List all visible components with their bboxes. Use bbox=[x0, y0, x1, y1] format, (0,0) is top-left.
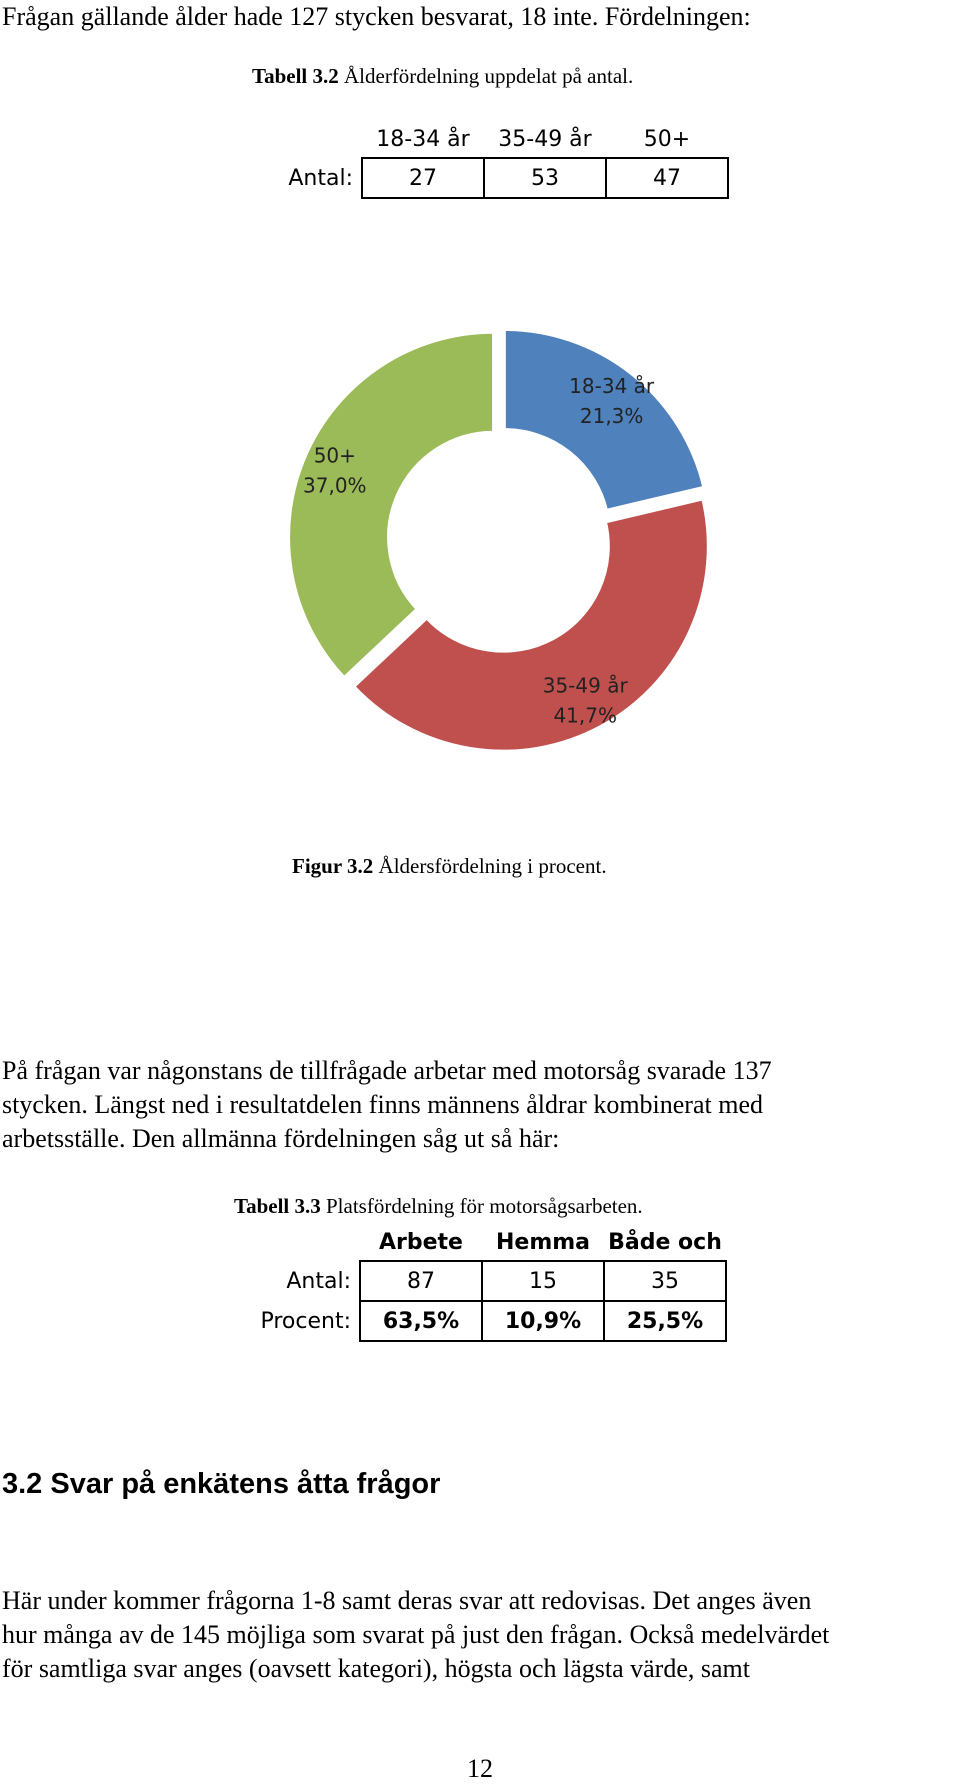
slice-category-label: 35-49 år bbox=[542, 673, 628, 698]
paragraph-line: för samtliga svar anges (oavsett kategori), högsta och lägsta värde, samt bbox=[2, 1654, 750, 1683]
caption-label: Tabell 3. bbox=[234, 1194, 311, 1218]
table-cell: 63,5% bbox=[360, 1301, 482, 1341]
table-cell: 15 bbox=[482, 1261, 604, 1301]
caption-label: Tabell 3. bbox=[252, 64, 329, 88]
caption-label: Figur 3. bbox=[292, 854, 363, 878]
workplace-table bbox=[240, 1224, 727, 1342]
table-cell: 25,5% bbox=[604, 1301, 726, 1341]
section-heading: 3.2 Svar på enkätens åtta frågor bbox=[2, 1468, 441, 1500]
table-cell: 10,9% bbox=[482, 1301, 604, 1341]
intro-text: Frågan gällande ålder hade 127 stycken besvarat, 18 inte. Fördelningen: bbox=[2, 2, 751, 31]
slice-percent-label: 37,0% bbox=[303, 473, 367, 498]
table-cell: 53 bbox=[484, 158, 606, 198]
table-cell: 87 bbox=[360, 1261, 482, 1301]
table-header: 18-34 år bbox=[376, 126, 470, 152]
row-label: Procent: bbox=[260, 1308, 351, 1334]
slice-percent-label: 41,7% bbox=[553, 703, 617, 728]
slice-category-label: 18-34 år bbox=[569, 373, 655, 398]
paragraph-line: arbetsställe. Den allmänna fördelningen såg ut så här: bbox=[2, 1124, 560, 1153]
table-header: Både och bbox=[608, 1229, 722, 1255]
slice-percent-label: 21,3% bbox=[579, 403, 644, 428]
table-3-3-caption bbox=[234, 1194, 643, 1219]
donut-slice-3 bbox=[289, 332, 494, 677]
table-3-2-caption bbox=[252, 64, 633, 89]
donut-slice-2 bbox=[354, 499, 708, 751]
table-cell: 35 bbox=[604, 1261, 726, 1301]
caption-number: 2 bbox=[328, 64, 339, 88]
paragraph-line: På frågan var någonstans de tillfrågade arbetar med motorsåg svarade 137 bbox=[2, 1056, 772, 1085]
figure-3-2-caption bbox=[292, 854, 607, 879]
caption-text: Platsfördelning för motorsågsarbeten. bbox=[320, 1194, 643, 1218]
caption-text: Åldersfördelning i procent. bbox=[373, 854, 607, 878]
page-number: 12 bbox=[467, 1754, 493, 1783]
table-cell: 27 bbox=[362, 158, 484, 198]
table-header: Arbete bbox=[379, 1229, 463, 1255]
paragraph-line: Här under kommer frågorna 1-8 samt deras svar att redovisas. Det anges även bbox=[2, 1586, 812, 1615]
caption-number: 2 bbox=[362, 854, 374, 878]
caption-text: Ålderfördelning uppdelat på antal. bbox=[338, 64, 634, 88]
table-header: 35-49 år bbox=[498, 126, 592, 152]
table-header: Hemma bbox=[495, 1229, 591, 1255]
slice-category-label: 50+ bbox=[313, 443, 356, 468]
paragraph-line: stycken. Längst ned i resultatdelen finns männens åldrar kombinerat med bbox=[2, 1090, 763, 1119]
row-label: Antal: bbox=[286, 1268, 351, 1294]
table-header: 50+ bbox=[643, 126, 691, 152]
table-cell: 47 bbox=[606, 158, 728, 198]
paragraph-line: hur många av de 145 möjliga som svarat på just den frågan. Också medelvärdet bbox=[2, 1620, 830, 1649]
caption-number: 3 bbox=[310, 1194, 321, 1218]
row-label: Antal: bbox=[288, 165, 353, 191]
age-count-table bbox=[270, 121, 729, 199]
age-donut-chart bbox=[280, 320, 720, 760]
